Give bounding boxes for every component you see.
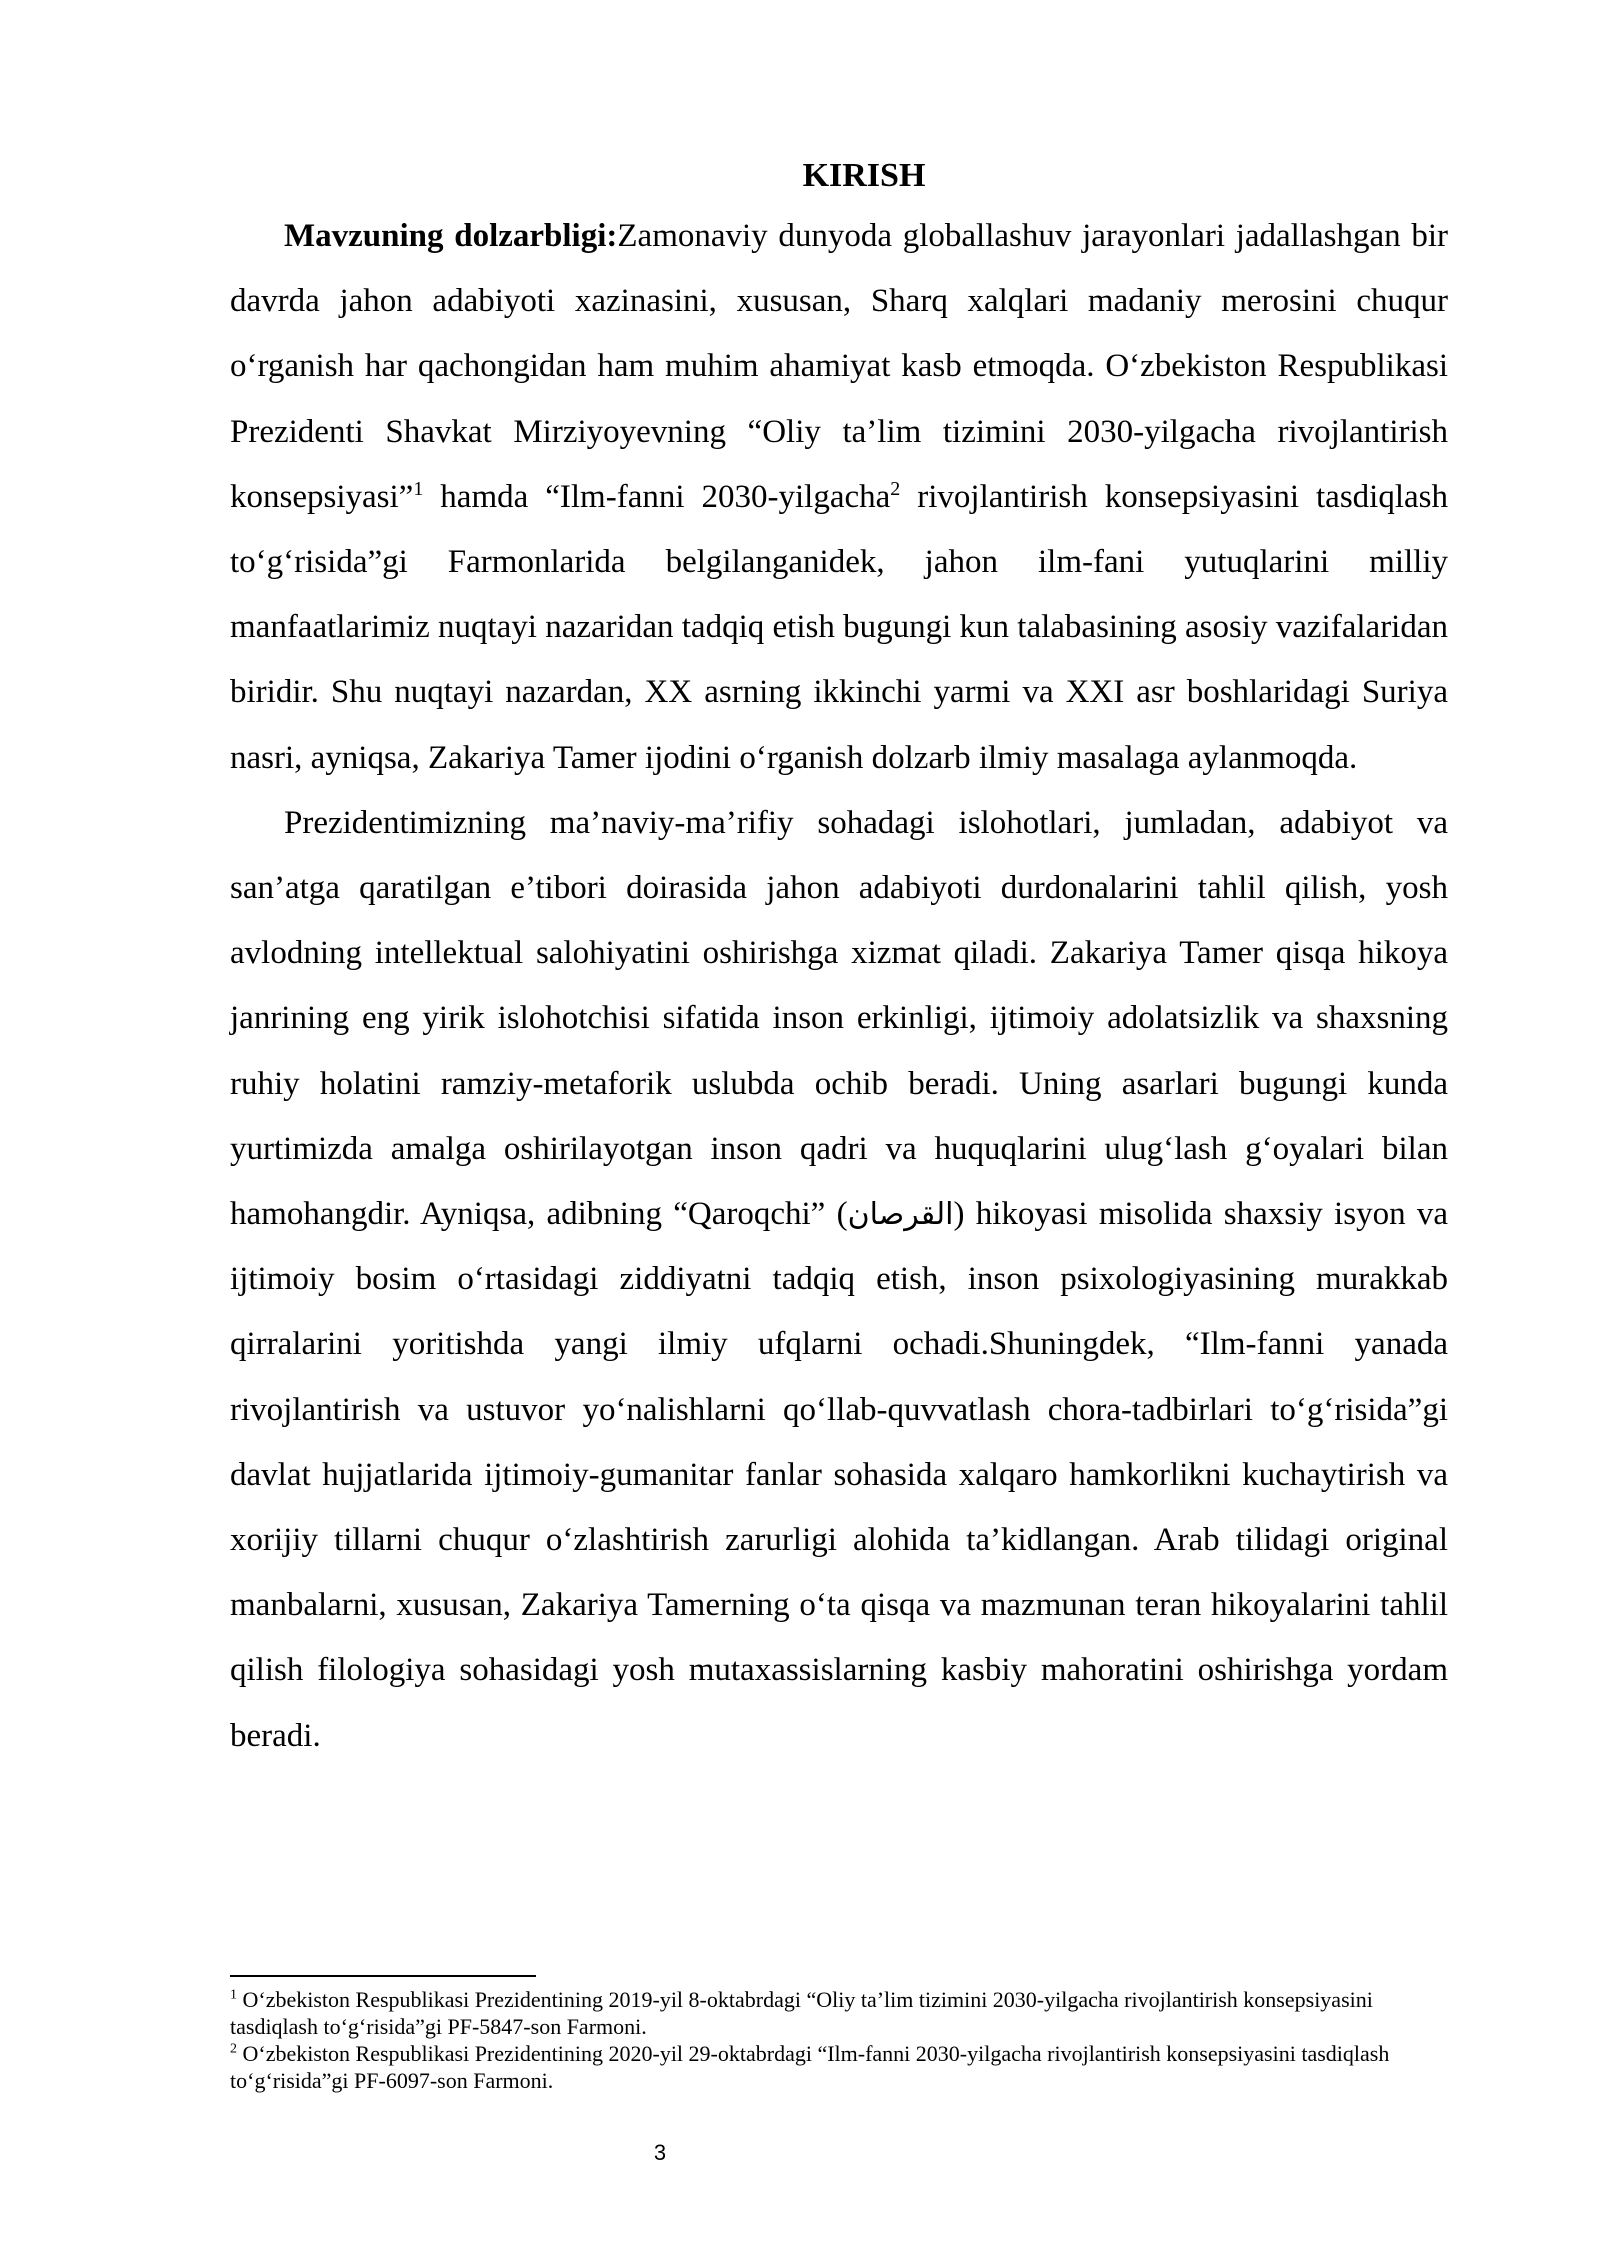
footnote-mark: 2 [230,2041,237,2057]
paragraph-text: hamda “Ilm-fanni 2030-yilgacha [423,478,891,515]
footnotes [230,1986,1448,2094]
body-content [230,148,1448,1769]
relevance-label: Mavzuning dolzarbligi: [284,218,618,254]
footnote-2 [230,2040,1448,2094]
arabic-title: القرصان [847,1197,954,1233]
paragraph-relevance [230,204,1448,791]
footnote-mark: 1 [230,1987,237,2003]
footnote-text: O‘zbekiston Respublikasi Prezidentining 2020-yil 29-oktabrdagi “Ilm-fanni 2030-yilgacha rivojlantirish konsepsiyasini tasdiqlash to‘g‘risida”gi PF-6097-son Farmoni. [230,2041,1390,2093]
page-number: 3 [653,2140,667,2165]
paragraph-text: rivojlantirish konsepsiyasini tasdiqlash to‘g‘risida”gi Farmonlarida belgilanganidek, jahon ilm-fani yutuqlarini milliy manfaatlarimiz nuqtayi nazaridan tadqiq etish bugungi kun talabasining asosiy vazifalaridan biridir. Shu nuqtayi nazardan, XX asrning ikkinchi yarmi va XXI asr boshlaridagi Suriya nasri, ayniqsa, Zakariya Tamer ijodini o‘rganish dolzarb ilmiy masalaga aylanmoqda. [230,478,1448,776]
page-title: KIRISH [802,157,926,194]
paragraph-reforms [230,791,1448,1769]
footnote-text: O‘zbekiston Respublikasi Prezidentining 2019-yil 8-oktabrdagi “Oliy ta’lim tizimini 2030-yilgacha rivojlantirish konsepsiyasini tasdiqlash to‘g‘risida”gi PF-5847-son Farmoni. [230,1987,1373,2039]
footnote-reference[interactable]: 2 [890,477,901,500]
paragraph-text: ) hikoyasi misolida shaxsiy isyon va ijtimoiy bosim o‘rtasidagi ziddiyatni tadqiq etish, inson psixologiyasining murakkab qirralarini yoritishda yangi ilmiy ufqlarni ochadi.Shuningdek, “Ilm-fanni yanada rivojlantirish va ustuvor yo‘nalishlarni qo‘llab-quvvatlash chora-tadbirlari to‘g‘risida”gi davlat hujjatlarida ijtimoiy-gumanitar fanlar sohasida xalqaro hamkorlikni kuchaytirish va xorijiy tillarni chuqur o‘zlashtirish zarurligi alohida ta’kidlangan. Arab tilidagi original manbalarni, xususan, Zakariya Tamerning o‘ta qisqa va mazmunan teran hikoyalarini tahlil qilish filologiya sohasidagi yosh mutaxassislarning kasbiy mahoratini oshirishga yordam beradi. [230,1196,1448,1754]
footnote-1 [230,1986,1448,2040]
paragraph-text: Prezidentimizning ma’naviy-ma’rifiy sohadagi islohotlari, jumladan, adabiyot va san’atga qaratilgan e’tibori doirasida jahon adabiyoti durdonalarini tahlil qilish, yosh avlodning intellektual salohiyatini oshirishga xizmat qiladi. Zakariya Tamer qisqa hikoya janrining eng yirik islohotchisi sifatida inson erkinligi, ijtimoiy adolatsizlik va shaxsning ruhiy holatini ramziy-metaforik uslubda ochib beradi. Uning asarlari bugungi kunda yurtimizda amalga oshirilayotgan inson qadri va huquqlarini ulug‘lash g‘oyalari bilan hamohangdir. Ayniqsa, adibning “Qaroqchi” ( [230,804,1448,1233]
paragraph-text: Zamonaviy dunyoda globallashuv jarayonlari jadallashgan bir davrda jahon adabiyoti xazinasini, xususan, Sharq xalqlari madaniy merosini chuqur o‘rganish har qachongidan ham muhim ahamiyat kasb etmoqda. O‘zbekiston Respublikasi Prezidenti Shavkat Mirziyoyevning “Oliy ta’lim tizimini 2030-yilgacha rivojlantirish konsepsiyasi” [230,218,1448,515]
footnote-separator [230,1975,536,1977]
footnote-reference[interactable]: 1 [413,477,424,500]
